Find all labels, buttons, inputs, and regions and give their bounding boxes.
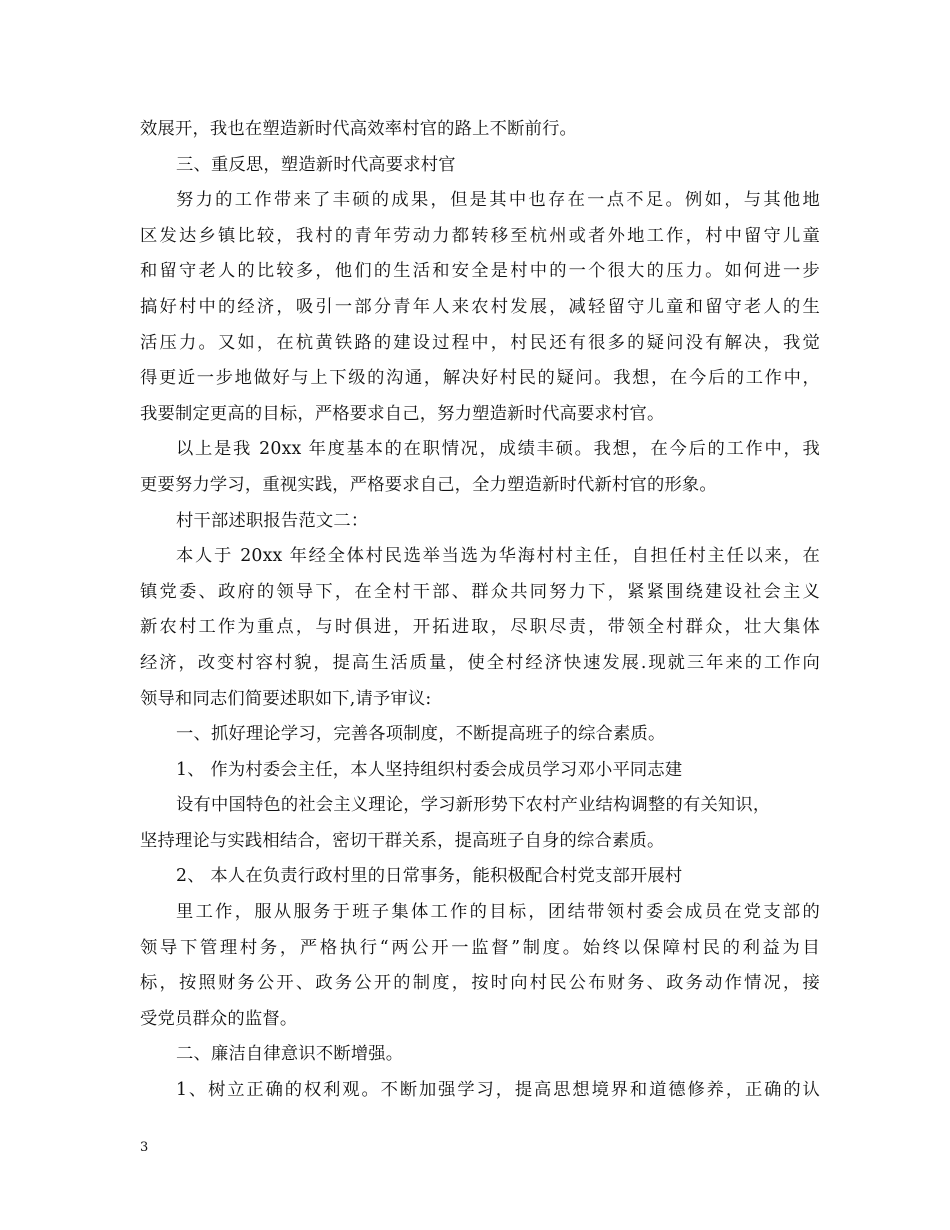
text-line: 和留守老人的比较多，他们的生活和安全是村中的一个很大的压力。如何进一步: [140, 261, 820, 282]
text-line: 里工作，服从服务于班子集体工作的目标，团结带领村委会成员在党支部的: [176, 902, 820, 923]
text-line: 更要努力学习，重视实践，严格要求自己，全力塑造新时代新村官的形象。: [140, 474, 717, 495]
text-line: 以上是我 20xx 年度基本的在职情况，成绩丰硕。我想，在今后的工作中，我: [176, 439, 820, 460]
text-line: 搞好村中的经济，吸引一部分青年人来农村发展，减轻留守儿童和留守老人的生: [140, 296, 820, 317]
text-line: 受党员群众的监督。: [140, 1008, 298, 1029]
text-line: 本人于 20xx 年经全体村民选举当选为华海村村主任，自担任村主任以来，在: [176, 546, 820, 567]
text-line: 设有中国特色的社会主义理论，学习新形势下农村产业结构调整的有关知识，: [176, 795, 771, 816]
list-item: 1、 作为村委会主任，本人坚持组织村委会成员学习邓小平同志建: [176, 759, 683, 780]
text-line: 1、树立正确的权利观。不断加强学习，提高思想境界和道德修养，正确的认: [176, 1080, 820, 1101]
section-heading: 三、重反思，塑造新时代高要求村官: [176, 154, 456, 175]
section-heading: 一、抓好理论学习，完善各项制度，不断提高班子的综合素质。: [176, 724, 666, 745]
text-line: 效展开，我也在塑造新时代高效率村官的路上不断前行。: [140, 119, 578, 139]
list-item: 2、 本人在负责行政村里的日常事务，能积极配合村党支部开展村: [176, 866, 683, 887]
text-line: 坚持理论与实践相结合，密切干群关系，提高班子自身的综合素质。: [140, 830, 665, 851]
text-line: 区发达乡镇比较，我村的青年劳动力都转移至杭州或者外地工作，村中留守儿童: [140, 225, 820, 246]
text-line: 领导和同志们简要述职如下,请予审议:: [140, 688, 432, 709]
text-line: 经济，改变村容村貌，提高生活质量，使全村经济快速发展.现就三年来的工作向: [140, 652, 820, 673]
text-line: 镇党委、政府的领导下，在全村干部、群众共同努力下，紧紧围绕建设社会主义: [140, 581, 820, 602]
text-line: 活压力。又如，在杭黄铁路的建设过程中，村民还有很多的疑问没有解决，我觉: [140, 332, 820, 353]
page-number: 3: [140, 1140, 149, 1155]
text-line: 领导下管理村务，严格执行“两公开一监督”制度。始终以保障村民的利益为目: [140, 937, 820, 958]
text-line: 标，按照财务公开、政务公开的制度，按时向村民公布财务、政务动作情况，接: [140, 973, 820, 994]
text-line: 我要制定更高的目标，严格要求自己，努力塑造新时代高要求村官。: [140, 403, 665, 424]
section-heading: 二、廉洁自律意识不断增强。: [176, 1044, 404, 1065]
text-line: 得更近一步地做好与上下级的沟通，解决好村民的疑问。我想，在今后的工作中，: [140, 368, 820, 389]
document-body: [140, 112, 820, 1109]
text-line: 新农村工作为重点，与时俱进，开拓进取，尽职尽责，带领全村群众，壮大集体: [140, 617, 820, 638]
section-heading: 村干部述职报告范文二：: [176, 510, 369, 531]
text-line: 努力的工作带来了丰硕的成果，但是其中也存在一点不足。例如，与其他地: [176, 190, 820, 211]
